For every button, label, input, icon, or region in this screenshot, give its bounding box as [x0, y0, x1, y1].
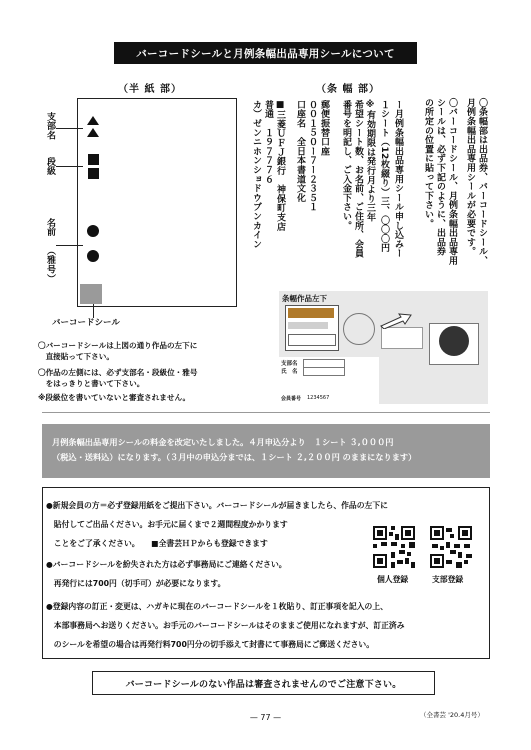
- qr-code-branch[interactable]: [430, 526, 472, 568]
- rule-text: シールは、必ず下記のように、出品券: [435, 98, 445, 257]
- info-line-6: ●登録内容の訂正・変更は、ハガキに現在のバーコードシールを１枚貼り、訂正事項を記入の上、: [46, 602, 388, 611]
- info-line-4: ●バーコードシールを紛失された方は必ず事務局にご連絡ください。: [46, 560, 287, 569]
- price-notice-line-1: 月例条幅出品専用シールの料金を改定いたしました。４月申込分より １シート ３,０００円: [52, 437, 394, 447]
- qr-label-branch: 支部登録: [432, 575, 464, 584]
- left-note-4: をはっきりと書いて下さい。: [38, 379, 145, 388]
- barcode-seal-label: バーコードシール: [52, 318, 120, 328]
- left-note-1: 〇バーコードシールは上図の通り作品の左下に: [38, 341, 198, 350]
- label-dankyu: 段級: [45, 157, 55, 176]
- leader-line: [56, 166, 83, 167]
- footer-source: （全書芸 '20.4月号）: [420, 711, 484, 719]
- price-notice-band: [42, 424, 490, 478]
- qr-code-personal[interactable]: [373, 526, 415, 568]
- info-line-1: ●新規会員の方＝必ず登録用紙をご提出下さい。バーコードシールが届きましたら、作品の左下に: [46, 501, 388, 510]
- bottom-notice: バーコードシールのない作品は審査されませんのでご注意下さい。: [92, 671, 435, 695]
- seal-stamp-image: [429, 323, 479, 365]
- rule-text: 月例条幅出品専用シールが必要です。: [465, 98, 475, 257]
- info-line-7: 本部事務局へお送りください。お手元のバーコードシールはそのままご使用になれますが、訂正済み: [46, 621, 405, 630]
- account-name: 口座名 全日本書道文化: [295, 100, 305, 203]
- page-number: — 77 —: [249, 713, 282, 722]
- sample-name-label: 氏 名: [281, 369, 298, 375]
- circle-marker: [87, 225, 99, 237]
- leader-line: [56, 245, 83, 246]
- rule-text: 〇バーコードシール、月例条幅出品専用: [447, 98, 457, 266]
- barcode-seal-position: [80, 284, 102, 304]
- postal-account-number: ００１５０ー７ー２３５１: [307, 100, 317, 212]
- qr-label-personal: 個人登録: [377, 575, 409, 584]
- sample-form: [279, 357, 379, 404]
- left-note-2: 直接貼って下さい。: [38, 352, 114, 361]
- triangle-marker: [87, 116, 99, 125]
- sample-name-field: [303, 367, 345, 376]
- apply-expiry: ※有効期限は発行月より三年: [365, 100, 375, 222]
- info-line-3: ことをご了承ください。 ■全書芸ＨＰからも登録できます: [46, 539, 268, 548]
- label-name: 名前: [45, 218, 55, 237]
- square-marker: [88, 168, 99, 179]
- sample-caption: 条幅作品左下: [282, 294, 327, 303]
- info-line-2: 貼付してご出品ください。お手元に届くまで２週間程度かかります: [46, 520, 288, 529]
- ticket-row: [288, 322, 328, 329]
- left-note-5: ※段級位を書いていないと審査されません。: [38, 393, 191, 402]
- rule-text: 〇条幅部は出品券、バーコードシール、: [477, 98, 487, 266]
- arrow-icon: [379, 313, 413, 329]
- sample-photo: [279, 291, 488, 404]
- info-line-8: のシールを希望の場合は再発行料700円分の切手添えて封書にて事務局にご郵送ください。: [46, 640, 374, 649]
- bank-account-holder: カ）ゼンニホンショドウブンカイン: [251, 100, 261, 249]
- circle-marker: [87, 250, 99, 262]
- bank-account-number: 普通 １９７７７６: [263, 100, 273, 184]
- sample-shibu-label: 支部名: [281, 361, 298, 367]
- label-shibu: 支部名: [45, 112, 55, 140]
- apply-instructions: 番号を明記し、ご入金下さい。: [341, 100, 351, 231]
- triangle-marker: [87, 128, 99, 137]
- hanshi-diagram-box: [77, 98, 237, 307]
- ticket-header: [288, 308, 334, 318]
- ticket-image: [285, 305, 339, 351]
- apply-instructions: 希望シート数、お名前、ご住所、会員: [353, 100, 363, 259]
- hanshi-heading: （半 紙 部）: [118, 84, 182, 95]
- special-seal-image: [381, 327, 423, 349]
- sample-member-label: 会員番号: [281, 396, 302, 402]
- price-notice-line-2: （税込・送料込）になります。（３月中の申込分までは、１シート ２,２００円 のままになります）: [52, 452, 417, 462]
- info-box: [42, 487, 490, 659]
- postal-account-label: 郵便振替口座: [319, 100, 329, 156]
- joufuku-heading: （条 幅 部）: [316, 84, 380, 95]
- info-line-5: 再発行には700円（切手可）が必要になります。: [46, 579, 226, 588]
- ticket-seal: [288, 334, 336, 346]
- label-gago: （雅号）: [45, 246, 55, 284]
- section-divider: [42, 412, 490, 413]
- seal-mark-icon: [439, 326, 469, 356]
- rule-text: の所定の位置に貼って下さい。: [423, 98, 433, 229]
- bank-name: ■三菱ＵＦＪ銀行 神保町支店: [275, 100, 285, 232]
- sample-member-number: 1234567: [307, 395, 330, 401]
- apply-heading: ー月例条幅出品専用シール申し込みー: [393, 100, 403, 259]
- stamp-icon: [343, 313, 375, 345]
- apply-price: １シート（12枚綴り）三、〇〇〇円: [379, 100, 389, 253]
- square-marker: [88, 154, 99, 165]
- page-title: バーコードシールと月例条幅出品専用シールについて: [114, 42, 417, 64]
- left-note-3: 〇作品の左側には、必ず支部名・段級位・雅号: [38, 368, 198, 377]
- leader-line: [56, 128, 83, 129]
